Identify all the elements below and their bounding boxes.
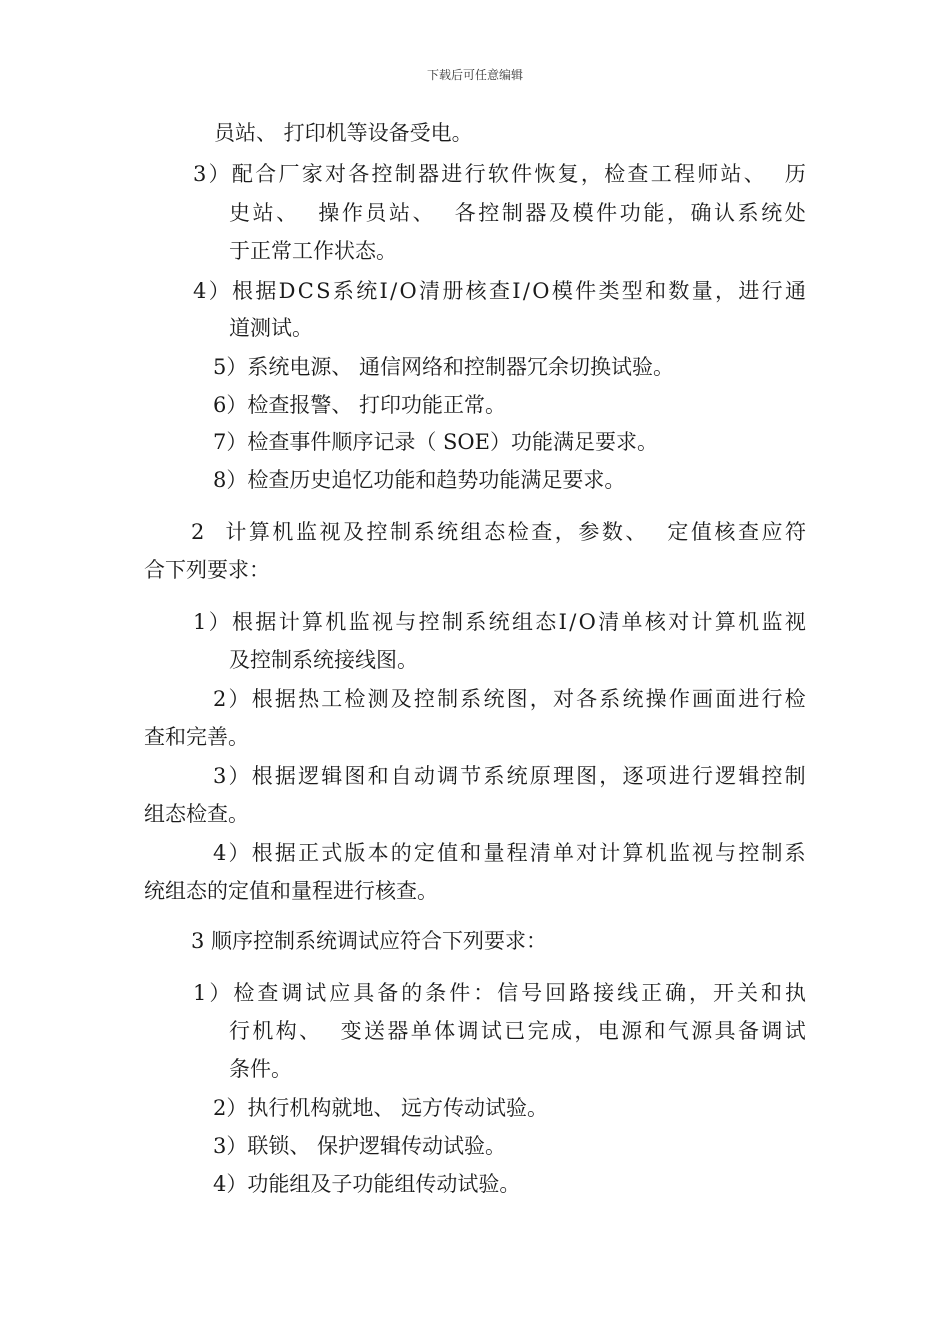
section-heading: 2 计 算 机 监 视 及 控 制 系 统 组 态 检 查 ， 参 数 、 定 值 核 查 应 符 bbox=[191, 520, 806, 544]
text-line: 7）检查事件顺序记录（ SOE）功能满足要求。 bbox=[213, 430, 658, 454]
text-line: 1 ） 检 查 调 试 应 具 备 的 条 件 ： 信 号 回 路 接 线 正 确 ， 开 关 和 执 bbox=[193, 981, 806, 1005]
text-line: 员站、 打印机等设备受电。 bbox=[214, 121, 473, 145]
text-line: 条件。 bbox=[229, 1057, 292, 1081]
text-line: 道测试。 bbox=[229, 316, 313, 340]
text-line: 3）联锁、 保护逻辑传动试验。 bbox=[213, 1134, 507, 1158]
text-line: 8）检查历史追忆功能和趋势功能满足要求。 bbox=[213, 468, 626, 492]
section-heading: 3 顺序控制系统调试应符合下列要求： bbox=[191, 929, 548, 953]
text-line: 统组态的定值和量程进行核查。 bbox=[144, 879, 438, 903]
text-line: 1 ） 根 据 计 算 机 监 视 与 控 制 系 统 组 态 I / O 清 单 核 对 计 算 机 监 视 bbox=[193, 610, 806, 634]
page-header-note: 下载后可任意编辑 bbox=[426, 68, 523, 82]
text-line: 6）检查报警、 打印功能正常。 bbox=[213, 393, 507, 417]
text-line: 4 ） 根 据 D C S 系 统 I / O 清 册 核 查 I / O 模 件 类 型 和 数 量 ， 进 行 通 bbox=[193, 279, 806, 303]
text-line: 于正常工作状态。 bbox=[229, 239, 397, 263]
text-line: 5）系统电源、 通信网络和控制器冗余切换试验。 bbox=[213, 355, 675, 379]
text-line: 合下列要求： bbox=[144, 558, 270, 582]
text-line: 2）执行机构就地、 远方传动试验。 bbox=[213, 1096, 549, 1120]
text-line: 2 ） 根 据 热 工 检 测 及 控 制 系 统 图 ， 对 各 系 统 操 作 画 面 进 行 检 bbox=[213, 687, 806, 711]
text-line: 组态检查。 bbox=[144, 802, 249, 826]
text-line: 查和完善。 bbox=[144, 725, 249, 749]
text-line: 3 ） 根 据 逻 辑 图 和 自 动 调 节 系 统 原 理 图 ， 逐 项 进 行 逻 辑 控 制 bbox=[213, 764, 806, 788]
text-line: 3 ） 配 合 厂 家 对 各 控 制 器 进 行 软 件 恢 复 ， 检 查 工 程 师 站 、 历 bbox=[193, 162, 806, 186]
text-line: 4 ） 根 据 正 式 版 本 的 定 值 和 量 程 清 单 对 计 算 机 监 视 与 控 制 系 bbox=[213, 841, 806, 865]
text-line: 4）功能组及子功能组传动试验。 bbox=[213, 1172, 521, 1196]
text-line: 史 站 、 操 作 员 站 、 各 控 制 器 及 模 件 功 能 ， 确 认 系 统 处 bbox=[229, 201, 806, 225]
text-line: 行 机 构 、 变 送 器 单 体 调 试 已 完 成 ， 电 源 和 气 源 具 备 调 试 bbox=[229, 1019, 806, 1043]
text-line: 及控制系统接线图。 bbox=[229, 648, 418, 672]
